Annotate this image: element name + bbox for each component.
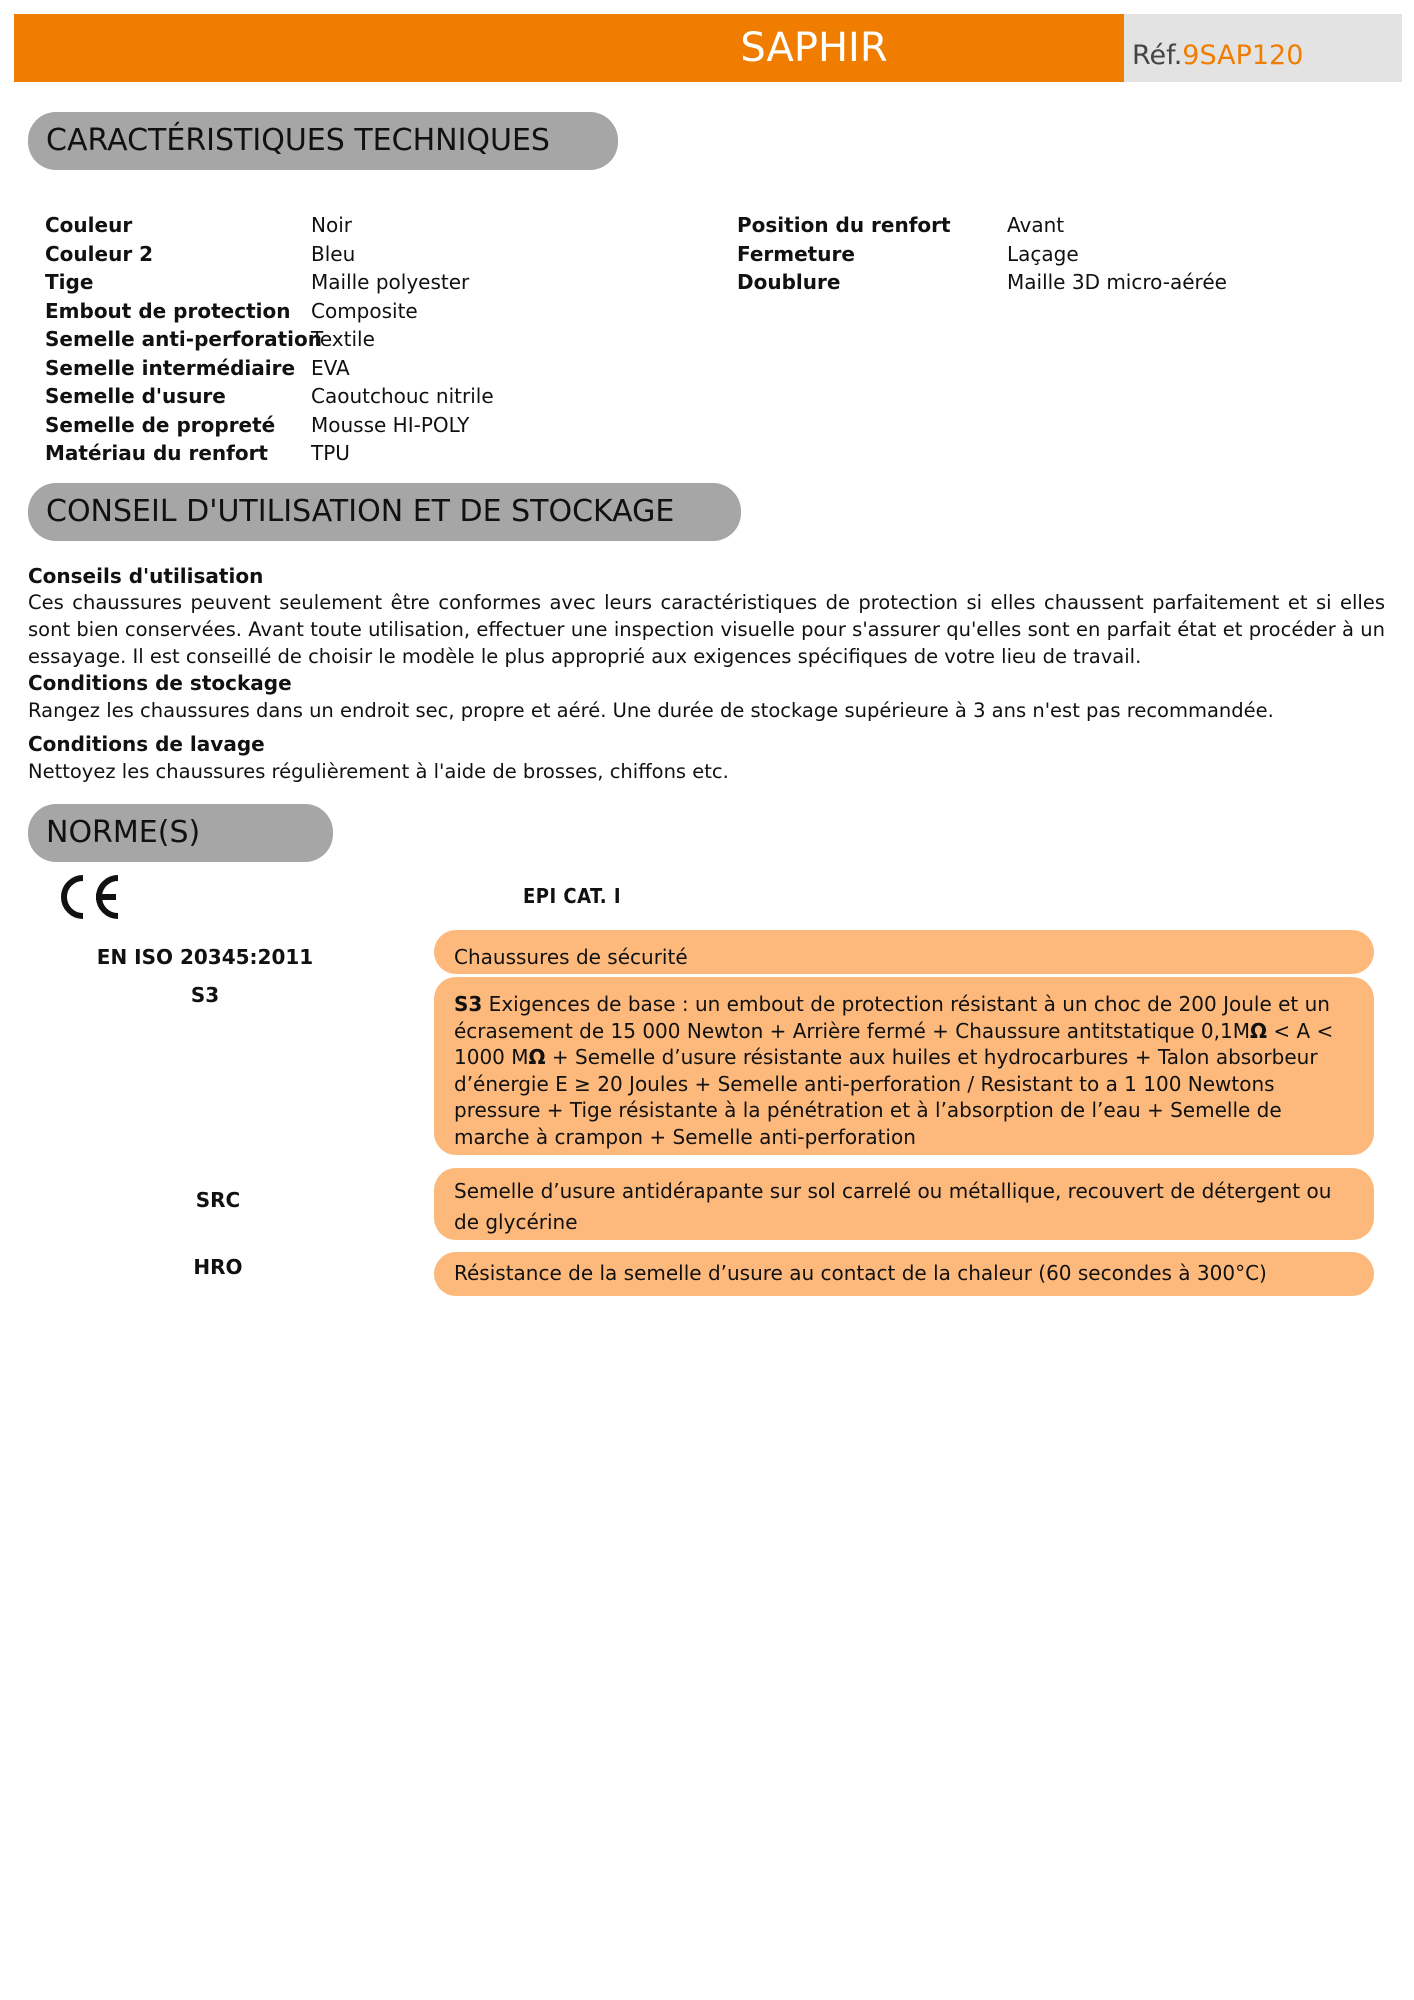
norm-src-code: SRC <box>195 1188 241 1212</box>
omega-symbol: Ω <box>528 1045 546 1069</box>
wash-text: Nettoyez les chaussures régulièrement à l'aide de brosses, chiffons etc. <box>28 760 729 783</box>
norm-standard-box <box>434 930 1374 974</box>
spec-label: Embout de protection <box>45 298 291 323</box>
spec-value: Bleu <box>311 241 356 266</box>
specs-right-labels <box>737 211 951 297</box>
spec-label: Couleur 2 <box>45 241 154 266</box>
usage-text: Ces chaussures peuvent seulement être conformes avec leurs caractéristiques de protection si elles chaussent parfaitement et si elles sont bien conservées. Avant toute utilisation, effectuer une inspection visuelle pour s'assurer qu'elles sont en parfait état et procéder à un essayage. Il est conseillé de choisir le modèle le plus approprié aux exigences spécifiques de votre lieu de travail. <box>28 591 1385 668</box>
section-tech-title: CARACTÉRISTIQUES TECHNIQUES <box>28 112 618 170</box>
spec-label: Fermeture <box>737 241 855 266</box>
specs-right-values <box>1007 211 1227 297</box>
storage-text: Rangez les chaussures dans un endroit sec, propre et aéré. Une durée de stockage supérieure à 3 ans n'est pas recommandée. <box>28 699 1274 722</box>
spec-value: Laçage <box>1007 241 1079 266</box>
spec-value: Maille polyester <box>311 270 470 294</box>
norm-standard-code: EN ISO 20345:2011 <box>96 945 314 969</box>
norm-s3-bold: S3 <box>454 992 483 1016</box>
section-norme-title: NORME(S) <box>28 804 333 862</box>
reference <box>1132 40 1303 71</box>
reference-number: 9SAP120 <box>1182 40 1304 71</box>
norm-hro-box <box>434 1252 1374 1296</box>
spec-label: Matériau du renfort <box>45 441 268 465</box>
norm-s3-text-3: + Semelle d’usure résistante aux huiles et hydrocarbures + Talon absorbeur d’énergie E ≥ 20 Joules + Semelle anti-perforation / Resistant to a 1 100 Newtons pressure + Tige résistante à la pénétration et à l’absorption de l’eau + Semelle de marche à crampon + Semelle anti-perforation <box>454 1045 1318 1149</box>
omega-symbol: Ω <box>1250 1018 1268 1043</box>
spec-label: Semelle de propreté <box>45 412 276 437</box>
spec-value: Composite <box>311 298 418 323</box>
spec-label: Doublure <box>737 270 841 294</box>
spec-value: Noir <box>311 213 352 237</box>
reference-label: Réf. <box>1132 40 1183 71</box>
usage-title: Conseils d'utilisation <box>28 564 264 588</box>
conseils-block <box>28 563 1385 785</box>
spec-value: Mousse HI-POLY <box>311 412 470 437</box>
epi-category: EPI CAT. I <box>523 884 622 908</box>
section-conseil-title: CONSEIL D'UTILISATION ET DE STOCKAGE <box>28 483 741 541</box>
ce-mark-icon <box>56 874 122 920</box>
spec-label: Semelle intermédiaire <box>45 355 296 380</box>
norm-standard-desc: Chaussures de sécurité <box>454 945 688 969</box>
norm-src-box <box>434 1168 1374 1240</box>
specs-left-values <box>311 211 494 468</box>
norm-s3-box <box>434 977 1374 1155</box>
wash-title: Conditions de lavage <box>28 732 265 756</box>
spec-label: Couleur <box>45 213 133 237</box>
product-title: SAPHIR <box>740 25 888 71</box>
storage-title: Conditions de stockage <box>28 671 292 695</box>
spec-value: Maille 3D micro-aérée <box>1007 270 1227 294</box>
norm-s3-text-2: < A < 1000 M <box>454 1018 1334 1069</box>
spec-value: TPU <box>311 441 350 465</box>
norm-hro-code: HRO <box>193 1255 243 1279</box>
norm-hro-text: Résistance de la semelle d’usure au contact de la chaleur (60 secondes à 300°C) <box>454 1261 1267 1285</box>
spec-value: Caoutchouc nitrile <box>311 384 494 408</box>
spec-label: Semelle anti-perforation <box>45 327 323 351</box>
spec-label: Semelle d'usure <box>45 384 226 408</box>
spec-value: Avant <box>1007 213 1065 237</box>
norm-src-text: Semelle d’usure antidérapante sur sol carrelé ou métallique, recouvert de détergent ou de glycérine <box>454 1179 1332 1234</box>
spec-label: Tige <box>45 270 94 294</box>
specs-left-labels <box>45 211 322 468</box>
spec-value: EVA <box>311 355 350 380</box>
spec-value: Textile <box>311 327 375 351</box>
spec-label: Position du renfort <box>737 213 951 237</box>
norm-s3-code: S3 <box>190 983 220 1007</box>
norm-s3-text-1: Exigences de base : un embout de protection résistant à un choc de 200 Joule et un écrasement de 15 000 Newton + Arrière fermé + Chaussure antitstatique 0,1M <box>454 992 1330 1043</box>
